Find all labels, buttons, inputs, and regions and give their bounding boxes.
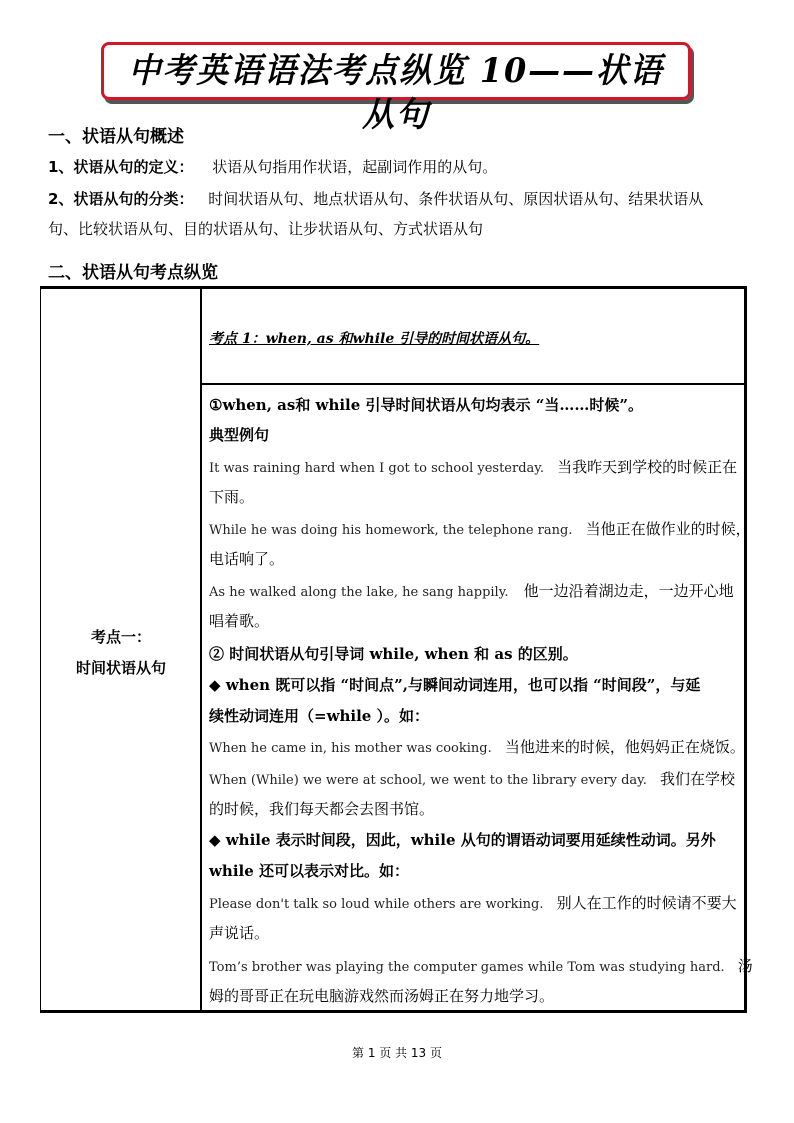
example7-en: Tom’s brother was playing the computer games while Tom was studying hard.: [209, 960, 725, 975]
example5-en: When (While) we were at school, we went to the library every day.: [209, 773, 647, 788]
document-title: 中考英语语法考点纵览 10——状语从句: [128, 51, 664, 135]
definition-label: 1、状语从句的定义：: [48, 158, 194, 176]
examples-label: 典型例句: [209, 426, 270, 444]
example6-line: [209, 892, 741, 913]
table-column-divider: [200, 288, 202, 1011]
example6-zh-cont: 声说话。: [209, 924, 270, 942]
example3-zh: 他一边沿着湖边走，一边开心地: [523, 582, 734, 600]
classification-label: 2、状语从句的分类：: [48, 190, 194, 208]
example1-zh-cont: 下雨。: [209, 488, 255, 506]
table-row-divider: [202, 383, 745, 385]
example2-zh-cont: 电话响了。: [209, 550, 285, 568]
section1-heading: 一、状语从句概述: [48, 127, 184, 147]
point1-text: ①when, as和 while 引导时间状语从句均表示 “当……时候”。: [209, 396, 644, 414]
example2-zh: 当他正在做作业的时候，: [585, 520, 751, 538]
example5-zh-cont: 的时候，我们每天都会去图书馆。: [209, 800, 435, 818]
example5-line: [209, 768, 741, 789]
classification-line: [48, 184, 703, 215]
bullet2-line-2: while 还可以表示对比。如：: [209, 862, 409, 880]
title-banner: [101, 42, 691, 135]
bullet1-line-1: ◆ when 既可以指 “时间点”,与瞬间动词连用，也可以指 “时间段”，与延: [209, 676, 701, 694]
bullet2-line-1: ◆ while 表示时间段，因此，while 从句的谓语动词要用延续性动词。另外: [209, 831, 716, 849]
example7-zh: 汤: [737, 957, 753, 975]
example1-en: It was raining hard when I got to school yesterday.: [209, 461, 545, 476]
topic-name-label: 时间状语从句: [75, 659, 166, 677]
topic-number-label: 考点一：: [90, 628, 151, 646]
example4-zh: 当他进来的时候，他妈妈正在烧饭。: [504, 738, 745, 756]
section2-heading: 二、状语从句考点纵览: [48, 263, 218, 283]
classification-text-2: 句、比较状语从句、目的状语从句、让步状语从句、方式状语从句: [48, 220, 484, 238]
example3-line: [209, 580, 741, 601]
example5-zh: 我们在学校: [660, 770, 736, 788]
example2-en: While he was doing his homework, the telephone rang.: [209, 523, 573, 538]
example2-line: [209, 518, 751, 539]
example7-zh-cont: 姆的哥哥正在玩电脑游戏然而汤姆正在努力地学习。: [209, 987, 555, 1005]
definition-line: [48, 152, 497, 183]
example1-line: [209, 456, 741, 477]
example1-zh: 当我昨天到学校的时候正在: [557, 458, 738, 476]
bullet1-line-2: 续性动词连用（=while ）。如：: [209, 707, 430, 725]
classification-text-1: 时间状语从句、地点状语从句、条件状语从句、原因状语从句、结果状语从: [208, 190, 704, 208]
example3-zh-cont: 唱着歌。: [209, 612, 270, 630]
example4-en: When he came in, his mother was cooking.: [209, 741, 492, 756]
example4-line: [209, 736, 745, 757]
point2-text: ② 时间状语从句引导词 while, when 和 as 的区别。: [209, 645, 578, 663]
definition-text: 状语从句指用作状语，起副词作用的从句。: [212, 158, 498, 176]
example6-en: Please don't talk so loud while others are working.: [209, 897, 544, 912]
key-point-header: 考点 1：when, as 和while 引导的时间状语从句。: [209, 331, 540, 347]
example3-en: As he walked along the lake, he sang happily.: [209, 585, 509, 600]
example7-line: [209, 955, 753, 976]
page-footer: 第 1 页 共 13 页: [352, 1046, 442, 1060]
example6-zh: 别人在工作的时候请不要大: [556, 894, 737, 912]
